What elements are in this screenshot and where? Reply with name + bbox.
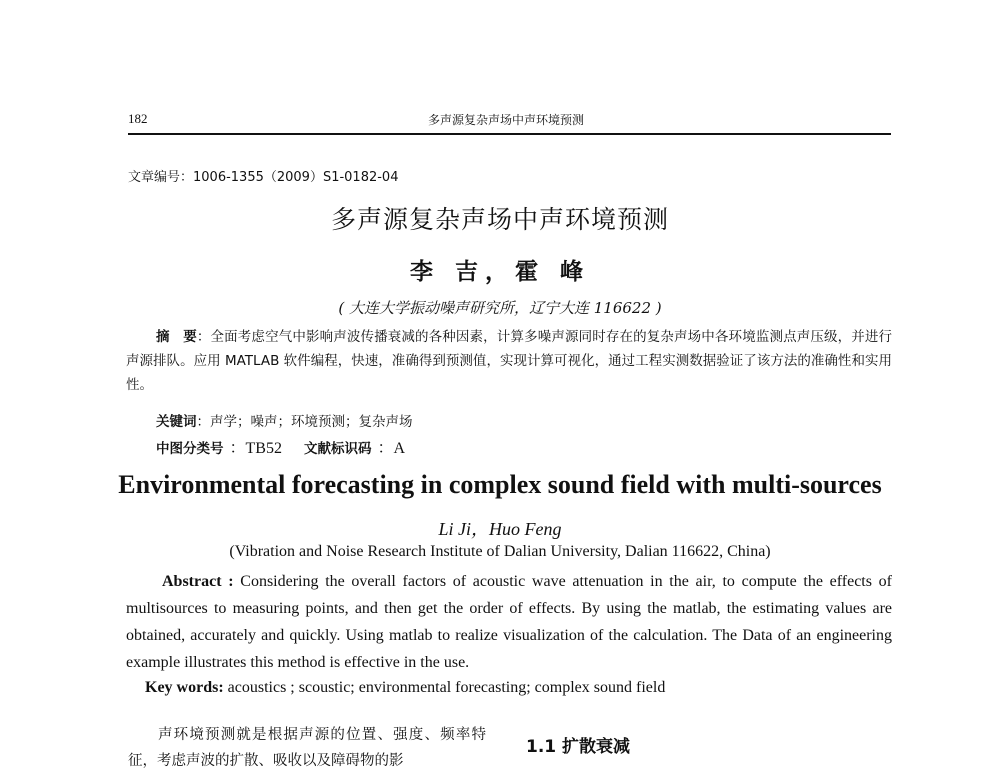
page-number: 182 bbox=[128, 111, 148, 126]
abstract-english bbox=[126, 568, 892, 676]
body-paragraph: 声环境预测就是根据声源的位置、强度、频率特征，考虑声波的扩散、吸收以及障碍物的影 bbox=[128, 727, 486, 769]
affiliation-chinese: ( 大连大学振动噪声研究所，辽宁大连 116622 ) bbox=[338, 299, 662, 317]
abstract-english-text: Considering the overall factors of acoustic wave attenuation in the air, to compute the effects of multisources to measuring points, and then get the order of effects. By using the matlab, the estimating values are obtained, accurately and quickly. Using matlab to realize visualization of the calculation. The Data of an engineering example illustrates this method is effective in the use. bbox=[126, 573, 893, 671]
affiliation-english: (Vibration and Noise Research Institute of Dalian University, Dalian 116622, China) bbox=[229, 543, 771, 560]
keywords-english-label: Key words: bbox=[145, 679, 224, 696]
article-number: 文章编号：1006-1355（2009）S1-0182-04 bbox=[128, 170, 399, 185]
title-chinese: 多声源复杂声场中声环境预测 bbox=[330, 205, 669, 234]
abstract-english-label: Abstract : bbox=[162, 573, 234, 590]
running-header bbox=[128, 111, 891, 135]
abstract-chinese bbox=[126, 325, 892, 397]
keywords-english-text: acoustics ; scoustic; environmental forecasting; complex sound field bbox=[223, 679, 666, 696]
authors-english: Li Ji，Huo Feng bbox=[438, 519, 562, 539]
section-heading: 1.1 扩散衰减 bbox=[526, 737, 631, 757]
classification-line bbox=[156, 435, 405, 458]
doc-code-value: ：A bbox=[377, 440, 406, 457]
authors-chinese: 李 吉，霍 峰 bbox=[409, 258, 590, 285]
clc-label: 中图分类号 bbox=[156, 441, 224, 457]
keywords-chinese-text: ：声学；噪声；环境预测；复杂声场 bbox=[196, 414, 413, 430]
keywords-chinese-label: 关键词 bbox=[156, 414, 197, 430]
doc-code-label: 文献标识码 bbox=[303, 441, 372, 457]
running-title: 多声源复杂声场中声环境预测 bbox=[428, 113, 585, 127]
keywords-chinese bbox=[156, 410, 413, 430]
keywords-english bbox=[145, 679, 665, 697]
abstract-chinese-text: ：全面考虑空气中影响声波传播衰减的各种因素，计算多噪声源同时存在的复杂声场中各环境监测点声压级，并进行声源排队。应用 MATLAB 软件编程，快速，准确得到预测值，实现计算可视化，通过工程实测数据验证了该方法的准确性和实用性。 bbox=[126, 329, 893, 393]
clc-value: ：TB52 bbox=[229, 440, 282, 457]
abstract-chinese-label: 摘 要 bbox=[156, 329, 197, 345]
title-english: Environmental forecasting in complex sound field with multi-sources bbox=[118, 470, 882, 499]
